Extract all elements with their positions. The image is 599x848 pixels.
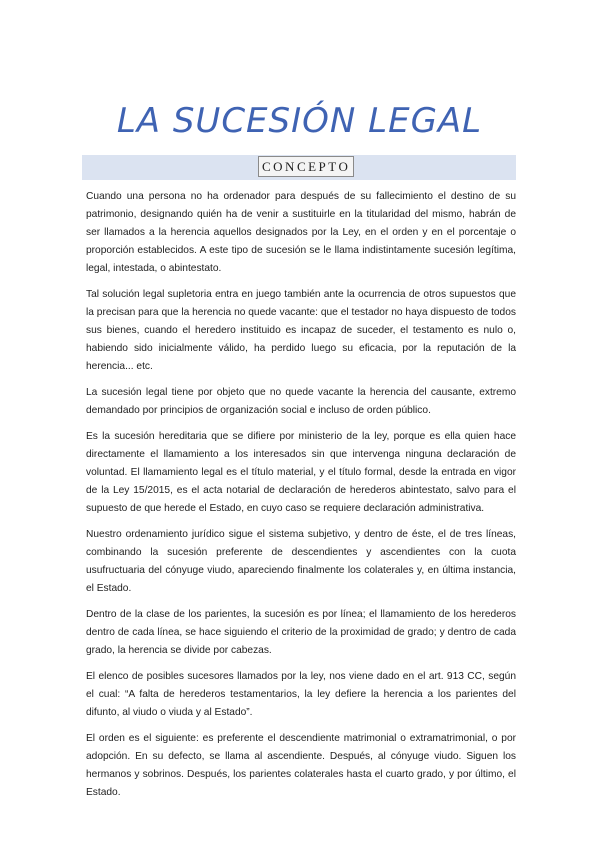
- paragraph: Es la sucesión hereditaria que se difiere por ministerio de la ley, porque es ella quien hace directamente el llamamiento a los interesados sin que intervenga ninguna declaración de voluntad. El llamamiento legal es el título material, y el título formal, desde la entrada en vigor de la Ley 15/2015, es el acta notarial de declaración de herederos abintestato, salvo para el supuesto de que herede el Estado, en cuyo caso se requiere declaración administrativa.: [86, 431, 516, 514]
- section-heading: CONCEPTO: [258, 156, 354, 177]
- paragraph: Tal solución legal supletoria entra en juego también ante la ocurrencia de otros supuestos que la precisan para que la herencia no quede vacante: que el testador no haya dispuesto de todos sus bienes, cuando el heredero instituido es incapaz de suceder, el testamento es nulo o, habiendo sido inicialmente válido, ha perdido luego su eficacia, por la reputación de la herencia... etc.: [86, 289, 516, 372]
- paragraph: El orden es el siguiente: es preferente el descendiente matrimonial o extramatrimonial, o por adopción. En su defecto, se llama al ascendiente. Después, al cónyuge viudo. Siguen los hermanos y sobrinos. Después, los parientes colaterales hasta el cuarto grado, y por último, el Estado.: [86, 733, 516, 798]
- document-title: LA SUCESIÓN LEGAL: [116, 100, 483, 141]
- paragraph: El elenco de posibles sucesores llamados por la ley, nos viene dado en el art. 913 CC, según el cual: “A falta de herederos testamentarios, la ley defiere la herencia a los parientes del difunto, al viudo o viuda y al Estado”.: [86, 671, 516, 718]
- paragraph: Dentro de la clase de los parientes, la sucesión es por línea; el llamamiento de los herederos dentro de cada línea, se hace siguiendo el criterio de la proximidad de grado; y dentro de cada grado, la herencia se divide por cabezas.: [86, 609, 516, 656]
- paragraph: La sucesión legal tiene por objeto que no quede vacante la herencia del causante, extremo demandado por principios de organización social e incluso de orden público.: [86, 387, 516, 416]
- document-body: [86, 188, 516, 810]
- paragraph: Nuestro ordenamiento jurídico sigue el sistema subjetivo, y dentro de éste, el de tres líneas, combinando la sucesión preferente de descendientes y ascendientes con la cuota usufructuaria del cónyuge viudo, apareciendo finalmente los colaterales y, en última instancia, el Estado.: [86, 529, 516, 594]
- paragraph: Cuando una persona no ha ordenador para después de su fallecimiento el destino de su patrimonio, designando quién ha de venir a sustituirle en la titularidad del mismo, habrán de ser llamados a la herencia aquellos designados por la Ley, en el orden y en el porcentaje o proporción establecidos. A este tipo de sucesión se le llama indistintamente sucesión legítima, legal, intestada, o abintestato.: [86, 191, 516, 274]
